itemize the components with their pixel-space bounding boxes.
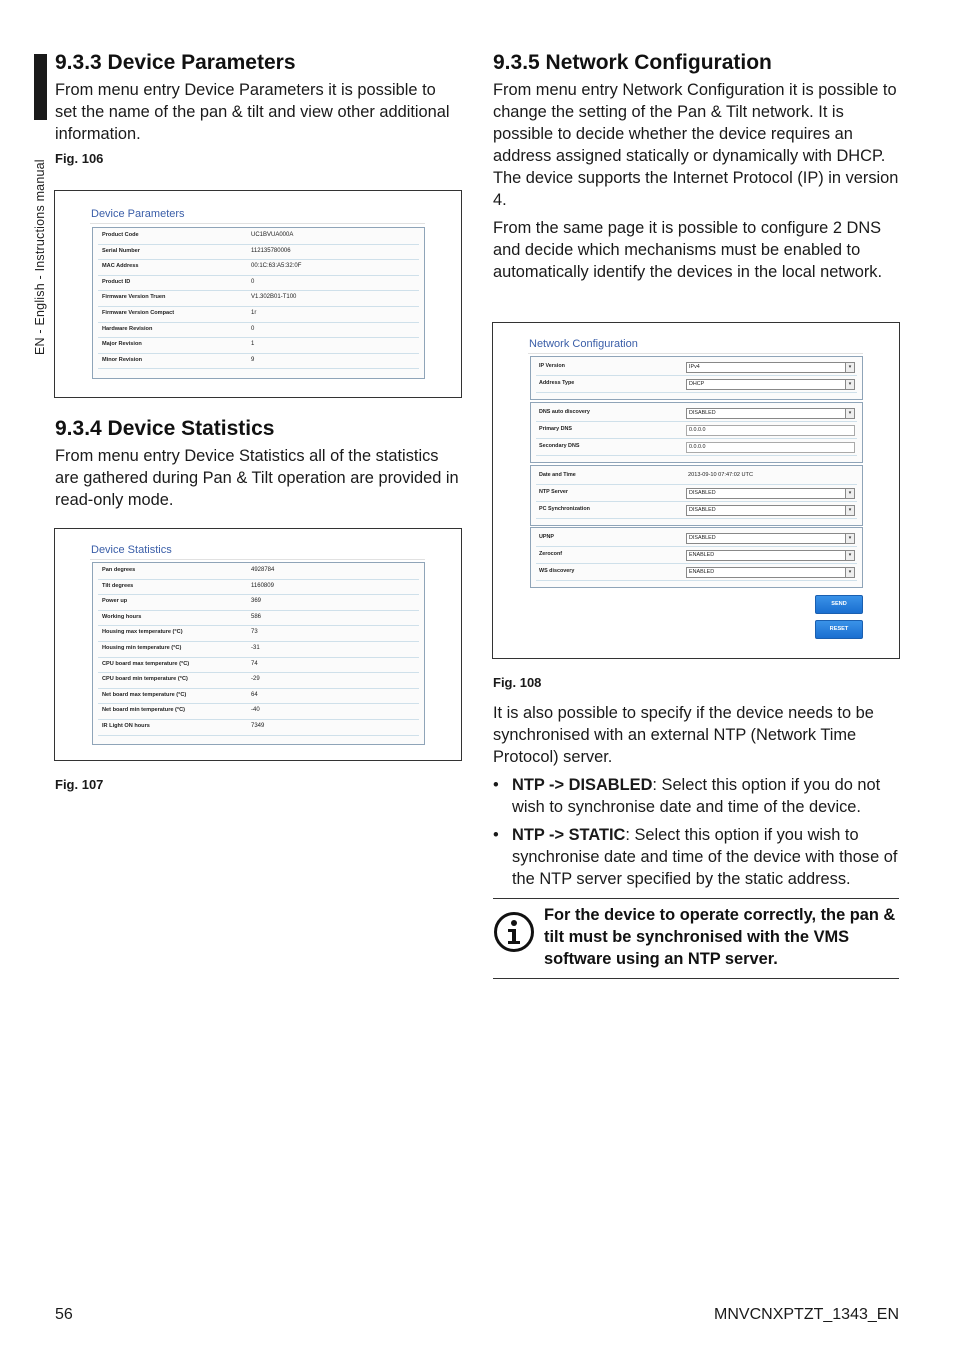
panel-title-rule [528,353,863,354]
table-row [98,353,419,370]
table-row [98,322,419,339]
zeroconf-select[interactable] [686,550,855,561]
row-value: -29 [251,676,260,683]
row-label: Product Code [102,232,139,238]
ws-discovery-select[interactable] [686,567,855,578]
dropdown-arrow-icon: ▾ [845,568,854,577]
dns-settings-group [530,402,863,463]
pc-sync-label: PC Synchronization [539,506,590,512]
send-button[interactable]: SEND [815,595,863,614]
address-type-select[interactable] [686,379,855,390]
row-value: 1160809 [251,582,274,589]
network-configuration-text-2: From the same page it is possible to configure 2 DNS and decide which mechanisms must be enabled to automatically identify the devices in the local network. [493,219,883,281]
table-row [98,306,419,323]
pc-sync-row [536,502,857,519]
row-label: Minor Revision [102,356,143,363]
secondary-dns-row [536,439,857,456]
list-item [493,774,899,818]
row-value: 586 [251,613,262,620]
date-time-row [536,468,857,485]
table-row [98,259,419,276]
table-row [98,244,419,261]
table-row [98,610,419,627]
row-label: Firmware Version Compact [102,310,175,316]
section-title-device-statistics: 9.3.4 Device Statistics [55,417,275,440]
dropdown-arrow-icon: ▾ [845,409,854,418]
dropdown-arrow-icon: ▾ [845,363,854,372]
row-value: V1.302B01-T100 [251,294,297,301]
section-title-network-configuration: 9.3.5 Network Configuration [493,51,772,74]
row-value: 112135780006 [251,247,291,254]
note-top-rule [493,898,899,899]
row-value: 64 [251,691,258,698]
page-number: 56 [55,1306,73,1323]
dns-auto-value: DISABLED [689,409,716,416]
ntp-intro-text: It is also possible to specify if the device needs to be synchronised with an external NTP (Network Time Protocol) server. [493,704,874,766]
ntp-options-list [493,774,899,890]
row-value: -31 [251,645,260,651]
table-row [98,275,419,292]
table-row [98,625,419,642]
primary-dns-label: Primary DNS [539,426,572,432]
pc-sync-select[interactable] [686,505,855,516]
primary-dns-value: 0.0.0.0 [689,426,706,433]
ntp-disabled-option: NTP -> DISABLED [512,776,653,794]
address-type-value: DHCP [689,380,705,387]
table-row [98,641,419,658]
discovery-settings-group [530,527,863,588]
row-label: Power up [102,598,128,605]
device-parameters-figure [54,190,462,398]
upnp-label: UPNP [539,534,554,540]
list-item [493,824,899,890]
row-label: Tilt degrees [102,582,134,589]
ntp-description [493,702,899,890]
ntp-disabled-description: : Select this option if you do not wish to synchronise date and time of the device. [512,776,881,816]
document-code: MNVCNXPTZT_1343_EN [714,1306,899,1323]
table-row [98,703,419,720]
device-statistics-text: From menu entry Device Statistics all of the statistics are gathered during Pan & Tilt operation are provided in read-only mode. [55,447,459,509]
zeroconf-row [536,547,857,564]
ntp-server-label: NTP Server [539,489,568,495]
ntp-note-text: For the device to operate correctly, the pan & tilt must be synchronised with the VMS software using an NTP server. [544,906,896,968]
row-value: 369 [251,598,262,605]
zeroconf-value: ENABLED [689,551,715,558]
row-value: 1r [251,310,257,316]
reset-button[interactable]: RESET [815,620,863,639]
ip-version-row [536,359,857,376]
secondary-dns-label: Secondary DNS [539,443,580,449]
info-icon [493,911,535,958]
table-row [98,337,419,354]
ntp-server-value: DISABLED [689,489,716,496]
ntp-static-option: NTP -> STATIC [512,826,626,844]
upnp-select[interactable] [686,533,855,544]
table-row [98,672,419,689]
device-parameters-table [92,227,425,379]
dropdown-arrow-icon: ▾ [845,551,854,560]
ws-discovery-label: WS discovery [539,568,575,574]
table-row [98,228,419,245]
dns-auto-select[interactable] [686,408,855,419]
row-label: Housing min temperature (°C) [102,645,182,651]
row-value: 1 [251,341,255,348]
dropdown-arrow-icon: ▾ [845,506,854,515]
row-value: -40 [251,707,260,714]
primary-dns-input[interactable] [686,425,855,436]
table-row [98,290,419,307]
ws-discovery-value: ENABLED [689,568,715,575]
zeroconf-label: Zeroconf [539,551,563,557]
row-label: Serial Number [102,247,140,254]
row-label: MAC Address [102,263,139,270]
dns-auto-label: DNS auto discovery [539,409,590,415]
fig-107-label: Fig. 107 [55,777,104,792]
row-value: 4928784 [251,567,275,573]
row-label: Net board min temperature (°C) [102,707,186,714]
address-type-label: Address Type [539,380,575,386]
row-value: 74 [251,660,258,667]
row-label: Firmware Version Truen [102,294,166,301]
bullet-icon: • [493,826,499,844]
time-settings-group [530,465,863,526]
fig-106-label: Fig. 106 [55,151,104,166]
row-label: IR Light ON hours [102,723,150,729]
row-label: Working hours [102,613,142,620]
network-configuration-figure [492,322,900,659]
ip-version-value: IPv4 [689,363,700,370]
ip-version-select[interactable] [686,362,855,373]
ws-discovery-row [536,564,857,581]
upnp-value: DISABLED [689,534,716,541]
device-parameters-text: From menu entry Device Parameters it is possible to set the name of the pan & tilt and view other additional information. [55,81,450,143]
row-value: 00:1C:63:A5:32:0F [251,263,302,270]
date-time-label: Date and Time [539,472,576,478]
note-bottom-rule [493,978,899,979]
address-type-row [536,376,857,393]
table-row [98,719,419,736]
row-value: 0 [251,278,255,285]
row-value: 9 [251,356,255,363]
ip-settings-group [530,356,863,400]
sidebar-language-label: EN - English - Instructions manual [33,159,47,355]
network-configuration-text-1: From menu entry Network Configuration it is possible to change the setting of the Pan & Tilt network. It is possible to decide whether the device requires an address assigned statically or dynamically with DHCP. The device supports the Internet Protocol (IP) in version 4. [493,81,899,209]
row-label: CPU board max temperature (°C) [102,660,190,667]
row-label: Housing max temperature (°C) [102,629,183,636]
table-row [98,688,419,705]
table-row [98,579,419,596]
row-label: Pan degrees [102,567,136,573]
table-row [98,563,419,580]
device-statistics-section [55,416,461,511]
pc-sync-value: DISABLED [689,506,716,513]
secondary-dns-value: 0.0.0.0 [689,443,706,450]
date-time-value: 2013-09-10 07:47:02 UTC [688,472,753,478]
device-statistics-figure [54,528,462,761]
row-value: 73 [251,629,258,636]
device-statistics-panel-title: Device Statistics [91,544,172,556]
ntp-server-row [536,485,857,502]
fig-108-label: Fig. 108 [493,675,542,690]
device-parameters-panel-title: Device Parameters [91,208,185,220]
panel-title-rule [90,223,425,224]
table-row [98,657,419,674]
table-row [98,594,419,611]
row-label: Major Revision [102,341,142,348]
row-value: 7349 [251,723,265,729]
dropdown-arrow-icon: ▾ [845,489,854,498]
primary-dns-row [536,422,857,439]
row-label: Product ID [102,278,131,285]
section-title-device-parameters: 9.3.3 Device Parameters [55,51,296,74]
row-label: CPU board min temperature (°C) [102,676,188,683]
upnp-row [536,530,857,547]
secondary-dns-input[interactable] [686,442,855,453]
device-statistics-table [92,562,425,745]
ip-version-label: IP Version [539,363,565,369]
row-value: 0 [251,325,255,332]
panel-title-rule [90,559,425,560]
row-value: UC1BVUA000A [251,232,294,238]
network-configuration-panel-title: Network Configuration [529,338,638,350]
dropdown-arrow-icon: ▾ [845,534,854,543]
bullet-icon: • [493,776,499,794]
ntp-static-description: : Select this option if you wish to synchronise date and time of the device with those of the NTP server specified by the static address. [512,826,898,888]
ntp-server-select[interactable] [686,488,855,499]
left-column [55,50,461,166]
dropdown-arrow-icon: ▾ [845,380,854,389]
row-label: Net board max temperature (°C) [102,691,187,698]
section-marker-bar [34,54,47,120]
right-column [493,50,899,283]
dns-auto-row [536,405,857,422]
row-label: Hardware Revision [102,325,153,332]
